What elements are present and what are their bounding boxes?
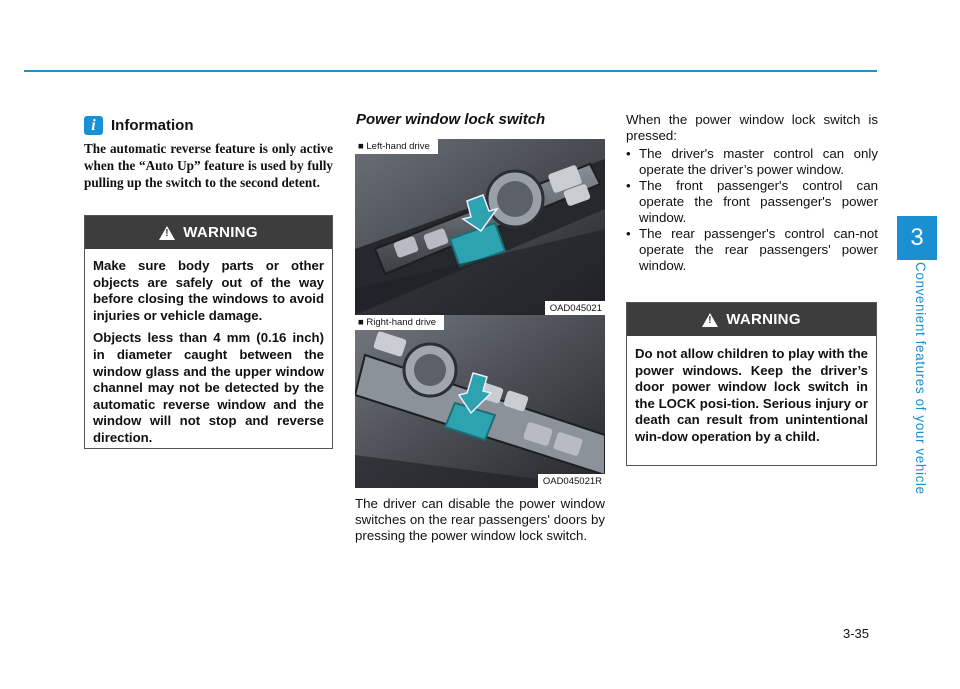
figure-right-hand-drive <box>355 315 605 488</box>
chapter-number-tab <box>897 216 937 260</box>
section-title: Power window lock switch <box>356 111 546 128</box>
information-heading <box>84 116 194 135</box>
figure-code: OAD045021 <box>545 301 605 315</box>
figure-left-hand-drive <box>355 139 605 315</box>
warning-header <box>85 216 332 249</box>
figure-tag: ■ Right-hand drive <box>355 315 444 330</box>
info-icon: i <box>84 116 103 135</box>
list-item: • The front passenger's control can operate the front passenger's power window. <box>626 178 878 226</box>
figure-tag: ■ Left-hand drive <box>355 139 438 154</box>
warning-box-left <box>84 215 333 449</box>
warning-text <box>627 336 876 446</box>
door-switch-photo <box>355 139 605 315</box>
warning-icon: ! <box>702 313 718 327</box>
chapter-number: 3 <box>910 224 924 251</box>
middle-body-text: The driver can disable the power window switches on the rear passengers' doors by pressing the power window lock switch. <box>355 496 605 543</box>
page-number: 3-35 <box>843 626 870 641</box>
warning-paragraph: Do not allow children to play with the power windows. Keep the driver’s door power window lock switch in the LOCK posi-tion. Serious injury or death can result from unintentional win-dow operation by a child. <box>635 346 868 444</box>
warning-paragraph: Make sure body parts or other objects are safely out of the way before closing the windows to avoid injuries or vehicle damage. <box>93 258 324 323</box>
list-item: • The rear passenger's control can-not operate the rear passengers' power window. <box>626 226 878 274</box>
warning-label: WARNING <box>183 224 258 241</box>
warning-header <box>627 303 876 336</box>
information-body: The automatic reverse feature is only active when the “Auto Up” feature is used by fully pulling up the switch to the second detent. <box>84 141 333 190</box>
right-bullet-list <box>626 146 878 274</box>
chapter-title: Convenient features of your vehicle <box>913 262 928 495</box>
right-intro-text: When the power window lock switch is pressed: <box>626 112 878 143</box>
warning-text <box>85 249 332 447</box>
warning-paragraph: Objects less than 4 mm (0.16 inch) in diameter caught between the window glass and the upper window channel may not be detected by the automatic reverse window and the window will not stop and reverse direction. <box>93 330 324 445</box>
information-title: Information <box>111 117 194 134</box>
list-item: • The driver's master control can only operate the driver’s power window. <box>626 146 878 178</box>
warning-box-right <box>626 302 877 466</box>
figure-code: OAD045021R <box>538 474 605 488</box>
door-switch-photo <box>355 315 605 488</box>
warning-label: WARNING <box>726 311 801 328</box>
top-rule <box>24 70 877 72</box>
warning-icon: ! <box>159 226 175 240</box>
